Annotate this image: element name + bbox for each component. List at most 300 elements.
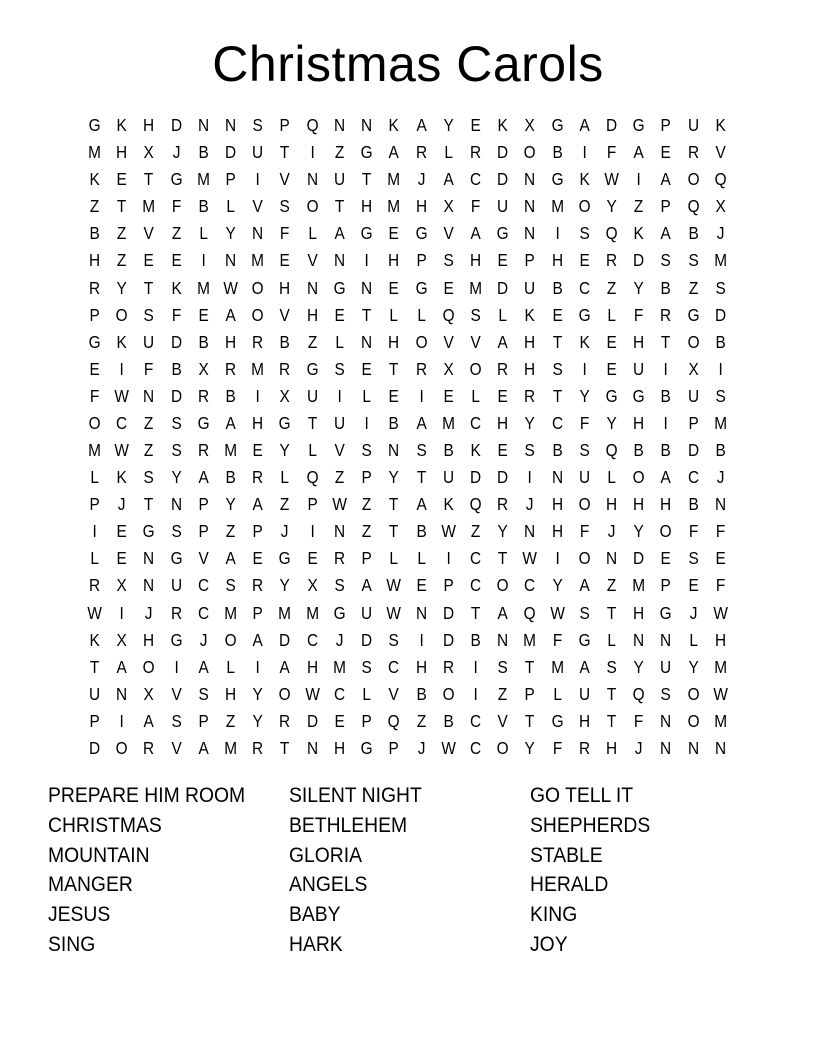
grid-letter: P bbox=[524, 250, 536, 271]
grid-letter: T bbox=[144, 494, 154, 515]
grid-letter: Z bbox=[334, 467, 345, 488]
word-list-item: KING bbox=[530, 903, 578, 927]
grid-letter: B bbox=[551, 277, 563, 298]
grid-letter: W bbox=[114, 440, 130, 461]
grid-letter: B bbox=[198, 196, 209, 217]
grid-letter: M bbox=[88, 142, 102, 163]
grid-letter: V bbox=[279, 169, 291, 190]
grid-letter: G bbox=[88, 331, 101, 352]
grid-letter: J bbox=[689, 602, 698, 623]
grid-letter: H bbox=[551, 250, 563, 271]
grid-letter: C bbox=[306, 629, 318, 650]
grid-letter: H bbox=[714, 629, 726, 650]
grid-letter: F bbox=[634, 304, 644, 325]
grid-letter: M bbox=[550, 196, 564, 217]
grid-letter: A bbox=[225, 304, 236, 325]
grid-letter: C bbox=[469, 548, 482, 569]
grid-letter: R bbox=[252, 737, 264, 758]
grid-letter: V bbox=[198, 548, 209, 569]
grid-letter: N bbox=[687, 737, 699, 758]
grid-letter: V bbox=[171, 683, 182, 704]
grid-letter: B bbox=[660, 385, 672, 406]
grid-letter: Z bbox=[117, 223, 127, 244]
grid-letter: N bbox=[306, 737, 318, 758]
grid-letter: P bbox=[198, 521, 209, 542]
grid-letter: F bbox=[552, 629, 562, 650]
grid-letter: L bbox=[199, 223, 208, 244]
grid-letter: L bbox=[416, 548, 426, 569]
grid-letter: O bbox=[632, 467, 645, 488]
grid-letter: M bbox=[713, 710, 727, 731]
grid-letter: K bbox=[715, 115, 726, 136]
grid-letter: A bbox=[660, 223, 672, 244]
grid-letter: C bbox=[469, 710, 482, 731]
grid-letter: Q bbox=[306, 115, 319, 136]
grid-letter: S bbox=[688, 548, 699, 569]
grid-letter: D bbox=[442, 629, 454, 650]
grid-letter: K bbox=[633, 223, 644, 244]
grid-letter: I bbox=[663, 358, 669, 379]
grid-letter: S bbox=[688, 250, 699, 271]
grid-letter: V bbox=[307, 250, 318, 271]
grid-letter: W bbox=[332, 494, 347, 515]
grid-letter: N bbox=[143, 385, 155, 406]
grid-letter: N bbox=[605, 548, 618, 569]
grid-letter: B bbox=[443, 710, 454, 731]
grid-letter: U bbox=[578, 467, 590, 488]
grid-letter: E bbox=[497, 250, 508, 271]
grid-letter: E bbox=[579, 250, 590, 271]
grid-letter: S bbox=[579, 223, 590, 244]
word-list-item: MOUNTAIN bbox=[48, 843, 150, 867]
grid-letter: F bbox=[579, 412, 590, 433]
grid-letter: T bbox=[498, 548, 508, 569]
grid-letter: K bbox=[470, 440, 481, 461]
grid-letter: U bbox=[306, 385, 318, 406]
grid-letter: Y bbox=[279, 575, 291, 596]
grid-letter: Z bbox=[688, 277, 698, 298]
grid-letter: I bbox=[364, 250, 369, 271]
grid-letter: E bbox=[89, 358, 100, 379]
grid-letter: U bbox=[143, 331, 155, 352]
grid-letter: Q bbox=[306, 467, 319, 488]
grid-letter: P bbox=[688, 412, 699, 433]
grid-letter: V bbox=[470, 331, 481, 352]
grid-letter: P bbox=[388, 737, 400, 758]
grid-letter: G bbox=[170, 548, 183, 569]
grid-letter: D bbox=[170, 115, 182, 136]
grid-letter: N bbox=[225, 115, 237, 136]
grid-letter: H bbox=[388, 250, 400, 271]
grid-letter: J bbox=[172, 142, 181, 163]
grid-letter: O bbox=[659, 521, 672, 542]
grid-letter: Q bbox=[632, 683, 645, 704]
grid-letter: S bbox=[361, 440, 372, 461]
grid-letter: T bbox=[144, 169, 154, 190]
grid-letter: X bbox=[524, 115, 536, 136]
grid-letter: I bbox=[337, 385, 342, 406]
grid-letter: F bbox=[171, 304, 181, 325]
grid-letter: H bbox=[333, 737, 346, 758]
grid-letter: H bbox=[605, 737, 618, 758]
grid-letter: Z bbox=[606, 575, 617, 596]
grid-letter: M bbox=[550, 656, 564, 677]
grid-letter: B bbox=[89, 223, 100, 244]
grid-letter: I bbox=[201, 250, 206, 271]
grid-letter: X bbox=[279, 385, 291, 406]
grid-letter: M bbox=[632, 575, 646, 596]
grid-letter: B bbox=[171, 358, 182, 379]
grid-letter: E bbox=[497, 440, 508, 461]
grid-letter: P bbox=[307, 494, 318, 515]
grid-letter: N bbox=[415, 602, 427, 623]
grid-letter: B bbox=[633, 440, 644, 461]
grid-letter: Q bbox=[714, 169, 727, 190]
grid-letter: I bbox=[718, 358, 723, 379]
grid-letter: T bbox=[525, 710, 535, 731]
grid-letter: K bbox=[116, 115, 127, 136]
grid-letter: I bbox=[473, 683, 478, 704]
grid-letter: G bbox=[578, 629, 591, 650]
grid-letter: S bbox=[470, 304, 481, 325]
grid-letter: V bbox=[171, 737, 182, 758]
grid-letter: G bbox=[496, 223, 509, 244]
grid-letter: H bbox=[633, 494, 645, 515]
grid-letter: A bbox=[279, 656, 291, 677]
word-list-item: GO TELL IT bbox=[530, 784, 634, 807]
grid-letter: F bbox=[171, 196, 181, 217]
grid-letter: Y bbox=[633, 521, 644, 542]
grid-letter: W bbox=[87, 602, 102, 623]
grid-letter: Y bbox=[633, 656, 644, 677]
grid-letter: E bbox=[143, 250, 155, 271]
grid-letter: G bbox=[333, 277, 346, 298]
grid-letter: H bbox=[524, 358, 536, 379]
word-list-item: BETHLEHEM bbox=[289, 813, 408, 837]
grid-letter: M bbox=[224, 440, 238, 461]
grid-letter: K bbox=[89, 629, 100, 650]
grid-letter: B bbox=[415, 683, 427, 704]
grid-letter: H bbox=[415, 656, 427, 677]
word-list-item: SING bbox=[48, 932, 96, 956]
grid-letter: E bbox=[307, 548, 318, 569]
grid-letter: B bbox=[688, 494, 699, 515]
grid-letter: A bbox=[225, 548, 236, 569]
grid-letter: H bbox=[605, 494, 618, 515]
grid-letter: I bbox=[92, 521, 97, 542]
grid-letter: L bbox=[498, 304, 508, 325]
grid-letter: D bbox=[225, 142, 237, 163]
grid-letter: M bbox=[441, 412, 455, 433]
grid-letter: Q bbox=[605, 223, 618, 244]
grid-letter: M bbox=[142, 196, 156, 217]
grid-letter: E bbox=[660, 142, 672, 163]
grid-letter: B bbox=[660, 440, 672, 461]
grid-letter: Y bbox=[225, 494, 236, 515]
grid-letter: N bbox=[306, 277, 318, 298]
grid-letter: T bbox=[334, 196, 345, 217]
grid-letter: X bbox=[116, 575, 127, 596]
grid-letter: K bbox=[497, 115, 508, 136]
grid-letter: A bbox=[633, 142, 644, 163]
grid-letter: O bbox=[224, 629, 237, 650]
grid-letter: V bbox=[497, 710, 508, 731]
grid-letter: K bbox=[116, 331, 127, 352]
grid-letter: S bbox=[579, 602, 590, 623]
grid-letter: O bbox=[496, 575, 509, 596]
grid-letter: X bbox=[443, 196, 454, 217]
grid-letter: P bbox=[279, 115, 291, 136]
grid-letter: Y bbox=[171, 467, 182, 488]
grid-letter: Y bbox=[579, 385, 590, 406]
grid-letter: C bbox=[197, 575, 209, 596]
grid-letter: T bbox=[552, 331, 562, 352]
grid-letter: B bbox=[688, 223, 699, 244]
grid-letter: A bbox=[361, 575, 372, 596]
grid-letter: I bbox=[255, 656, 260, 677]
grid-letter: O bbox=[469, 358, 482, 379]
grid-letter: F bbox=[470, 196, 481, 217]
grid-letter: H bbox=[252, 412, 264, 433]
grid-letter: O bbox=[115, 737, 128, 758]
grid-letter: N bbox=[361, 331, 373, 352]
grid-letter: S bbox=[497, 656, 508, 677]
grid-letter: P bbox=[660, 196, 672, 217]
grid-letter: O bbox=[523, 142, 536, 163]
grid-letter: T bbox=[661, 331, 671, 352]
grid-letter: N bbox=[524, 223, 536, 244]
grid-letter: J bbox=[417, 169, 425, 190]
grid-letter: N bbox=[524, 521, 536, 542]
grid-letter: L bbox=[389, 304, 399, 325]
grid-letter: V bbox=[388, 683, 400, 704]
grid-letter: W bbox=[713, 683, 728, 704]
grid-letter: L bbox=[444, 142, 453, 163]
grid-letter: A bbox=[116, 656, 127, 677]
grid-letter: U bbox=[361, 602, 373, 623]
grid-letter: H bbox=[551, 521, 563, 542]
grid-letter: T bbox=[389, 521, 399, 542]
grid-letter: Z bbox=[634, 196, 644, 217]
grid-letter: D bbox=[279, 629, 291, 650]
grid-letter: A bbox=[143, 710, 155, 731]
grid-letter: I bbox=[255, 169, 260, 190]
grid-letter: B bbox=[198, 142, 209, 163]
grid-letter: P bbox=[443, 575, 454, 596]
grid-letter: A bbox=[415, 115, 427, 136]
grid-letter: U bbox=[578, 683, 590, 704]
grid-letter: L bbox=[688, 629, 698, 650]
grid-letter: S bbox=[252, 115, 263, 136]
grid-letter: E bbox=[279, 250, 291, 271]
grid-letter: R bbox=[279, 710, 291, 731]
puzzle-title: Christmas Carols bbox=[212, 36, 604, 92]
grid-letter: D bbox=[170, 385, 182, 406]
grid-letter: B bbox=[660, 277, 672, 298]
grid-letter: P bbox=[524, 683, 536, 704]
grid-letter: E bbox=[252, 548, 263, 569]
grid-letter: I bbox=[636, 169, 641, 190]
grid-letter: B bbox=[415, 521, 427, 542]
grid-letter: E bbox=[116, 548, 127, 569]
grid-letter: B bbox=[388, 412, 400, 433]
grid-letter: I bbox=[310, 142, 315, 163]
grid-letter: G bbox=[551, 169, 564, 190]
grid-letter: E bbox=[715, 548, 726, 569]
grid-letter: Q bbox=[387, 710, 400, 731]
grid-letter: P bbox=[361, 710, 372, 731]
word-list-item: CHRISTMAS bbox=[48, 813, 162, 837]
grid-letter: S bbox=[171, 412, 182, 433]
grid-letter: Z bbox=[498, 683, 508, 704]
grid-letter: L bbox=[335, 331, 344, 352]
grid-letter: I bbox=[582, 142, 587, 163]
grid-letter: C bbox=[116, 412, 128, 433]
grid-letter: O bbox=[115, 304, 128, 325]
grid-letter: K bbox=[89, 169, 100, 190]
grid-letter: N bbox=[116, 683, 128, 704]
grid-letter: W bbox=[386, 602, 402, 623]
grid-letter: S bbox=[415, 440, 427, 461]
grid-letter: S bbox=[660, 683, 672, 704]
grid-letter: H bbox=[660, 494, 672, 515]
grid-letter: N bbox=[306, 169, 318, 190]
grid-letter: N bbox=[333, 115, 346, 136]
grid-letter: U bbox=[687, 385, 699, 406]
grid-letter: P bbox=[198, 710, 209, 731]
grid-letter: P bbox=[361, 548, 372, 569]
grid-letter: V bbox=[443, 223, 454, 244]
grid-letter: N bbox=[252, 223, 264, 244]
grid-letter: M bbox=[469, 277, 482, 298]
grid-letter: N bbox=[225, 250, 237, 271]
grid-letter: Z bbox=[416, 710, 426, 731]
grid-letter: S bbox=[579, 440, 590, 461]
grid-letter: X bbox=[143, 142, 155, 163]
grid-letter: M bbox=[523, 629, 537, 650]
grid-letter: G bbox=[659, 602, 672, 623]
grid-letter: S bbox=[715, 277, 726, 298]
grid-letter: H bbox=[361, 196, 373, 217]
grid-letter: S bbox=[171, 440, 182, 461]
grid-letter: E bbox=[415, 575, 427, 596]
grid-letter: W bbox=[223, 277, 238, 298]
grid-letter: P bbox=[252, 521, 263, 542]
grid-letter: D bbox=[442, 602, 454, 623]
grid-letter: A bbox=[497, 602, 508, 623]
grid-letter: O bbox=[578, 196, 591, 217]
grid-letter: H bbox=[633, 412, 645, 433]
grid-letter: H bbox=[469, 250, 482, 271]
grid-letter: X bbox=[715, 196, 726, 217]
grid-letter: O bbox=[442, 683, 455, 704]
grid-letter: M bbox=[224, 602, 238, 623]
grid-letter: K bbox=[388, 115, 400, 136]
grid-letter: B bbox=[443, 440, 454, 461]
grid-letter: M bbox=[88, 440, 102, 461]
grid-letter: I bbox=[255, 385, 260, 406]
grid-letter: A bbox=[198, 737, 209, 758]
grid-letter: T bbox=[89, 656, 100, 677]
grid-letter: P bbox=[89, 494, 100, 515]
grid-letter: I bbox=[119, 602, 124, 623]
grid-letter: R bbox=[170, 602, 182, 623]
grid-letter: R bbox=[252, 331, 264, 352]
grid-letter: A bbox=[579, 656, 590, 677]
grid-letter: Y bbox=[116, 277, 127, 298]
grid-letter: N bbox=[633, 629, 645, 650]
grid-letter: N bbox=[361, 115, 373, 136]
grid-letter: O bbox=[88, 412, 101, 433]
grid-letter: P bbox=[89, 710, 100, 731]
grid-letter: H bbox=[524, 331, 536, 352]
grid-letter: G bbox=[279, 412, 292, 433]
grid-letter: N bbox=[714, 737, 726, 758]
grid-letter: G bbox=[632, 385, 645, 406]
grid-letter: P bbox=[361, 467, 372, 488]
grid-letter: I bbox=[582, 358, 587, 379]
grid-letter: E bbox=[116, 521, 127, 542]
grid-letter: N bbox=[170, 494, 182, 515]
grid-letter: Y bbox=[688, 656, 699, 677]
grid-letter: I bbox=[310, 521, 315, 542]
grid-letter: W bbox=[522, 548, 538, 569]
grid-letter: R bbox=[605, 250, 618, 271]
grid-letter: T bbox=[280, 737, 290, 758]
grid-letter: U bbox=[660, 656, 672, 677]
grid-letter: Z bbox=[361, 494, 372, 515]
grid-letter: U bbox=[497, 196, 509, 217]
grid-letter: E bbox=[116, 169, 127, 190]
grid-letter: T bbox=[552, 385, 562, 406]
word-list-column bbox=[530, 781, 771, 960]
grid-letter: T bbox=[470, 602, 481, 623]
grid-letter: S bbox=[334, 575, 345, 596]
grid-letter: X bbox=[143, 683, 155, 704]
grid-letter: B bbox=[198, 331, 209, 352]
grid-letter: L bbox=[226, 196, 235, 217]
grid-letter: N bbox=[497, 629, 509, 650]
grid-letter: R bbox=[89, 277, 101, 298]
grid-letter: A bbox=[660, 467, 672, 488]
grid-letter: W bbox=[604, 169, 619, 190]
grid-letter: E bbox=[551, 304, 563, 325]
grid-letter: E bbox=[497, 385, 508, 406]
grid-letter: H bbox=[279, 277, 291, 298]
grid-letter: W bbox=[549, 602, 565, 623]
word-list-item: SHEPHERDS bbox=[530, 813, 651, 837]
grid-letter: M bbox=[251, 250, 265, 271]
grid-letter: S bbox=[361, 656, 372, 677]
grid-letter: S bbox=[171, 710, 182, 731]
grid-letter: Z bbox=[470, 521, 481, 542]
grid-letter: S bbox=[524, 440, 536, 461]
grid-letter: M bbox=[305, 602, 319, 623]
grid-letter: N bbox=[551, 467, 563, 488]
grid-letter: H bbox=[143, 629, 155, 650]
grid-letter: Y bbox=[524, 412, 536, 433]
grid-letter: E bbox=[388, 223, 400, 244]
grid-letter: K bbox=[579, 331, 590, 352]
grid-letter: A bbox=[497, 331, 508, 352]
grid-letter: X bbox=[116, 629, 127, 650]
grid-letter: G bbox=[551, 710, 564, 731]
grid-letter: G bbox=[632, 115, 645, 136]
grid-letter: O bbox=[687, 169, 700, 190]
grid-letter: Q bbox=[469, 494, 482, 515]
grid-letter: H bbox=[497, 412, 509, 433]
grid-letter: K bbox=[524, 304, 536, 325]
